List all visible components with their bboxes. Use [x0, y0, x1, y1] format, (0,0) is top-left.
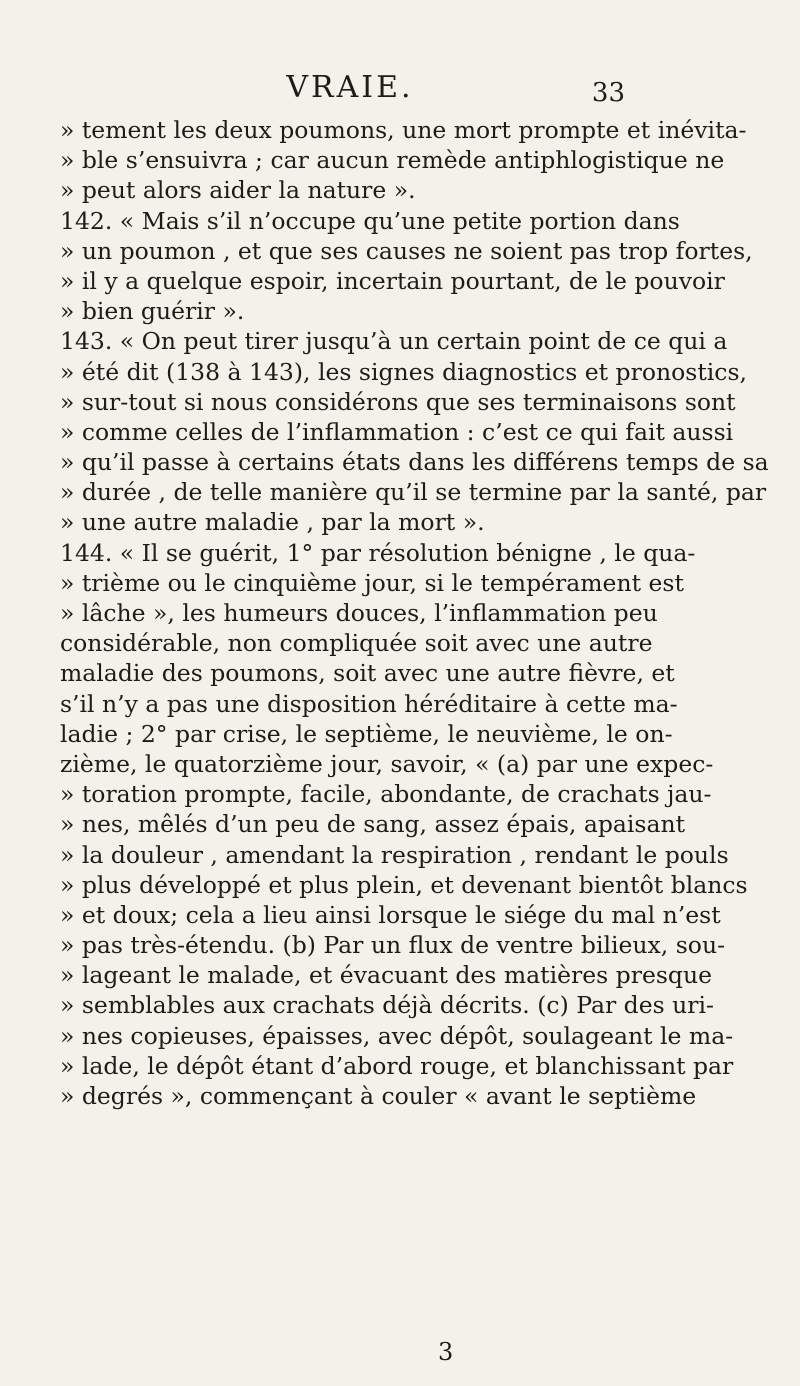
text-line: » degrés », commençant à couler « avant le septième [60, 1082, 697, 1110]
text-line: 144. « Il se guérit, 1° par résolution bénigne , le qua- [60, 538, 696, 567]
text-line: » qu’il passe à certains états dans les différens temps de sa [60, 448, 769, 477]
text-line: s’il n’y a pas une disposition héréditaire à cette ma- [60, 689, 678, 718]
text-line: 143. « On peut tirer jusqu’à un certain point de ce qui a [60, 327, 728, 356]
text-line: » pas très-étendu. (b) Par un flux de ventre bilieux, sou- [60, 931, 726, 960]
text-line: » une autre maladie , par la mort ». [60, 508, 485, 537]
text-line: » nes copieuses, épaisses, avec dépôt, soulageant le ma- [60, 1021, 734, 1050]
text-line: » tement les deux poumons, une mort prompte et inévita- [60, 116, 747, 144]
text-line: considérable, non compliquée soit avec une autre [60, 629, 653, 658]
signature-mark: 3 [438, 1338, 454, 1366]
text-line: » semblables aux crachats déjà décrits. (c) Par des uri- [60, 991, 714, 1020]
text-line: » durée , de telle manière qu’il se termine par la santé, par [60, 478, 767, 507]
text-line: » sur-tout si nous considérons que ses terminaisons sont [60, 387, 736, 416]
text-line: » il y a quelque espoir, incertain pourtant, de le pouvoir [60, 266, 725, 295]
text-line: » toration prompte, facile, abondante, de crachats jau- [60, 780, 712, 809]
text-line: » lageant le malade, et évacuant des matières presque [60, 961, 712, 990]
text-line: » comme celles de l’inflammation : c’est ce qui fait aussi [60, 417, 734, 446]
text-line: ladie ; 2° par crise, le septième, le neuvième, le on- [60, 719, 673, 748]
text-line: » bien guérir ». [60, 297, 245, 326]
text-line: » lâche », les humeurs douces, l’inflammation peu [60, 599, 658, 627]
text-line: » ble s’ensuivra ; car aucun remède antiphlogistique ne [60, 146, 725, 175]
text-line: » plus développé et plus plein, et devenant bientôt blancs [60, 870, 748, 899]
page-number: 33 [591, 78, 625, 108]
text-line: maladie des poumons, soit avec une autre fièvre, et [60, 659, 675, 688]
text-line: » un poumon , et que ses causes ne soient pas trop fortes, [60, 236, 753, 265]
text-line: » trième ou le cinquième jour, si le tempérament est [60, 568, 684, 597]
text-line: » lade, le dépôt étant d’abord rouge, et blanchissant par [60, 1051, 734, 1080]
text-line: » la douleur , amendant la respiration , rendant le pouls [60, 840, 729, 869]
text-line: » peut alors aider la nature ». [60, 176, 416, 205]
text-line: » nes, mêlés d’un peu de sang, assez épais, apaisant [60, 810, 686, 839]
text-line: » été dit (138 à 143), les signes diagnostics et pronostics, [60, 357, 747, 386]
text-line: 142. « Mais s’il n’occupe qu’une petite portion dans [60, 206, 680, 235]
body-text [60, 115, 780, 1111]
text-line: zième, le quatorzième jour, savoir, « (a) par une expec- [60, 749, 714, 778]
text-line: » et doux; cela a lieu ainsi lorsque le siége du mal n’est [60, 900, 721, 929]
running-head: VRAIE. [286, 70, 414, 105]
